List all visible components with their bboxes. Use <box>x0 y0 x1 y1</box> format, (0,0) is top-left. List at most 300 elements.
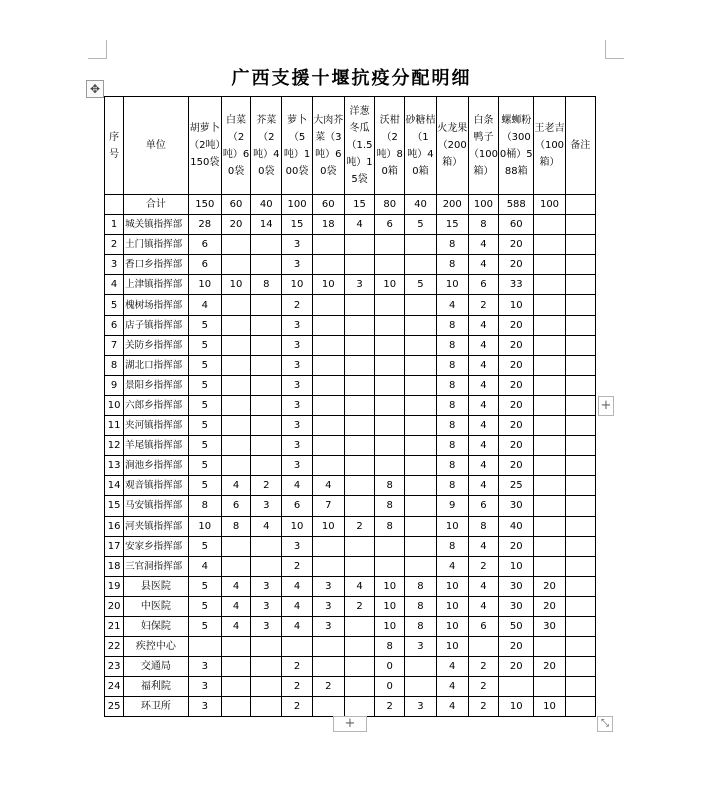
cell-big-mustard <box>312 235 344 255</box>
cell-radish: 3 <box>282 235 312 255</box>
cell-index: 14 <box>105 476 124 496</box>
cell-radish: 3 <box>282 395 312 415</box>
cell-snail-noodle: 20 <box>499 637 534 657</box>
table-row <box>105 355 596 375</box>
cell-cabbage: 4 <box>221 616 250 636</box>
add-row-icon[interactable]: + <box>333 716 367 732</box>
cell-snail-noodle: 20 <box>499 255 534 275</box>
cell-mustard <box>251 657 282 677</box>
cell-cabbage <box>221 657 250 677</box>
cell-orange: 8 <box>375 496 405 516</box>
cell-duck <box>468 637 498 657</box>
cell-carrot: 5 <box>188 315 221 335</box>
cell-remark <box>565 456 595 476</box>
cell-remark <box>565 616 595 636</box>
header-onion-wintermelon: 洋葱冬瓜（1.5吨）15袋 <box>344 97 374 195</box>
total-tangerine: 40 <box>405 195 436 215</box>
cell-pitaya: 4 <box>436 657 468 677</box>
cell-index: 20 <box>105 596 124 616</box>
header-carrot: 胡萝卜（2吨）150袋 <box>188 97 221 195</box>
cell-cabbage: 4 <box>221 576 250 596</box>
cell-mustard <box>251 556 282 576</box>
cell-tangerine: 3 <box>405 697 436 717</box>
cell-tangerine <box>405 496 436 516</box>
header-index: 序号 <box>105 97 124 195</box>
cell-onion-wintermelon: 2 <box>344 516 374 536</box>
cell-radish: 4 <box>282 476 312 496</box>
cell-wanglaoji <box>534 637 565 657</box>
cell-duck: 4 <box>468 596 498 616</box>
cell-carrot: 5 <box>188 476 221 496</box>
cell-onion-wintermelon <box>344 355 374 375</box>
cell-tangerine <box>405 536 436 556</box>
cell-pitaya: 10 <box>436 596 468 616</box>
cell-wanglaoji <box>534 395 565 415</box>
table-row <box>105 395 596 415</box>
cell-snail-noodle: 20 <box>499 375 534 395</box>
cell-mustard <box>251 395 282 415</box>
cell-radish: 2 <box>282 697 312 717</box>
page-corner-mark-right <box>605 40 624 59</box>
cell-radish: 3 <box>282 456 312 476</box>
cell-mustard <box>251 255 282 275</box>
cell-orange <box>375 395 405 415</box>
cell-orange: 0 <box>375 677 405 697</box>
cell-unit: 妇保院 <box>124 616 189 636</box>
cell-orange: 6 <box>375 215 405 235</box>
cell-wanglaoji <box>534 556 565 576</box>
table-row <box>105 295 596 315</box>
cell-snail-noodle: 20 <box>499 315 534 335</box>
cell-wanglaoji: 20 <box>534 596 565 616</box>
table-row <box>105 576 596 596</box>
cell-pitaya: 8 <box>436 315 468 335</box>
cell-radish: 15 <box>282 215 312 235</box>
cell-big-mustard: 18 <box>312 215 344 235</box>
cell-pitaya: 8 <box>436 355 468 375</box>
table-move-icon[interactable]: ✥ <box>86 80 104 98</box>
cell-tangerine: 5 <box>405 275 436 295</box>
cell-duck: 4 <box>468 456 498 476</box>
cell-duck: 4 <box>468 576 498 596</box>
cell-duck: 6 <box>468 496 498 516</box>
cell-duck: 2 <box>468 556 498 576</box>
cell-index: 16 <box>105 516 124 536</box>
cell-cabbage: 10 <box>221 275 250 295</box>
cell-duck: 4 <box>468 355 498 375</box>
cell-duck: 4 <box>468 235 498 255</box>
cell-duck: 4 <box>468 436 498 456</box>
cell-big-mustard: 3 <box>312 576 344 596</box>
cell-snail-noodle: 50 <box>499 616 534 636</box>
cell-remark <box>565 355 595 375</box>
cell-index: 18 <box>105 556 124 576</box>
cell-unit: 六郎乡指挥部 <box>124 395 189 415</box>
cell-carrot: 3 <box>188 657 221 677</box>
cell-unit: 湖北口指挥部 <box>124 355 189 375</box>
cell-unit: 涧池乡指挥部 <box>124 456 189 476</box>
cell-duck: 8 <box>468 516 498 536</box>
cell-unit: 环卫所 <box>124 697 189 717</box>
cell-wanglaoji <box>534 436 565 456</box>
cell-remark <box>565 596 595 616</box>
cell-cabbage: 8 <box>221 516 250 536</box>
cell-duck: 2 <box>468 657 498 677</box>
total-onion-wintermelon: 15 <box>344 195 374 215</box>
cell-unit: 城关镇指挥部 <box>124 215 189 235</box>
cell-cabbage <box>221 637 250 657</box>
cell-remark <box>565 395 595 415</box>
cell-tangerine <box>405 416 436 436</box>
allocation-table <box>104 96 596 717</box>
cell-remark <box>565 657 595 677</box>
cell-snail-noodle: 40 <box>499 516 534 536</box>
cell-orange <box>375 375 405 395</box>
add-column-icon[interactable]: + <box>598 396 614 416</box>
cell-wanglaoji <box>534 496 565 516</box>
cell-tangerine <box>405 677 436 697</box>
table-row <box>105 315 596 335</box>
cell-snail-noodle: 20 <box>499 395 534 415</box>
table-row <box>105 235 596 255</box>
cell-duck: 2 <box>468 677 498 697</box>
cell-cabbage <box>221 677 250 697</box>
cell-radish: 4 <box>282 616 312 636</box>
cell-mustard <box>251 416 282 436</box>
cell-radish: 10 <box>282 516 312 536</box>
cell-big-mustard <box>312 416 344 436</box>
cell-onion-wintermelon <box>344 456 374 476</box>
table-row <box>105 496 596 516</box>
cell-carrot <box>188 637 221 657</box>
cell-pitaya: 10 <box>436 637 468 657</box>
cell-index: 8 <box>105 355 124 375</box>
cell-orange <box>375 235 405 255</box>
cell-wanglaoji <box>534 335 565 355</box>
cell-pitaya: 15 <box>436 215 468 235</box>
cell-duck: 4 <box>468 416 498 436</box>
cell-orange <box>375 315 405 335</box>
cell-snail-noodle: 20 <box>499 235 534 255</box>
cell-unit: 景阳乡指挥部 <box>124 375 189 395</box>
cell-unit: 福利院 <box>124 677 189 697</box>
cell-radish: 3 <box>282 375 312 395</box>
cell-tangerine <box>405 476 436 496</box>
cell-big-mustard <box>312 335 344 355</box>
header-duck: 白条鸭子（100箱） <box>468 97 498 195</box>
cell-big-mustard <box>312 355 344 375</box>
table-row <box>105 616 596 636</box>
header-snail-noodle: 螺蛳粉（3000桶）588箱 <box>499 97 534 195</box>
total-snail-noodle: 588 <box>499 195 534 215</box>
table-row <box>105 456 596 476</box>
cell-tangerine <box>405 657 436 677</box>
cell-remark <box>565 235 595 255</box>
header-mustard: 芥菜（2吨）40袋 <box>251 97 282 195</box>
cell-index: 21 <box>105 616 124 636</box>
cell-tangerine <box>405 335 436 355</box>
document-title: 广西支援十堰抗疫分配明细 <box>231 68 472 89</box>
cell-mustard: 8 <box>251 275 282 295</box>
cell-mustard <box>251 355 282 375</box>
cell-mustard <box>251 536 282 556</box>
cell-carrot: 5 <box>188 355 221 375</box>
cell-pitaya: 10 <box>436 616 468 636</box>
cell-cabbage <box>221 235 250 255</box>
cell-pitaya: 10 <box>436 275 468 295</box>
cell-tangerine <box>405 315 436 335</box>
cell-remark <box>565 677 595 697</box>
cell-index: 2 <box>105 235 124 255</box>
cell-carrot: 6 <box>188 235 221 255</box>
cell-big-mustard <box>312 295 344 315</box>
cell-index: 10 <box>105 395 124 415</box>
cell-duck: 6 <box>468 275 498 295</box>
cell-snail-noodle: 10 <box>499 556 534 576</box>
cell-radish: 2 <box>282 677 312 697</box>
cell-cabbage: 4 <box>221 596 250 616</box>
cell-mustard: 3 <box>251 596 282 616</box>
table-row <box>105 335 596 355</box>
cell-index: 25 <box>105 697 124 717</box>
cell-carrot: 5 <box>188 576 221 596</box>
cell-orange: 10 <box>375 275 405 295</box>
cell-pitaya: 8 <box>436 476 468 496</box>
cell-carrot: 5 <box>188 375 221 395</box>
cell-orange <box>375 255 405 275</box>
table-row <box>105 215 596 235</box>
cell-onion-wintermelon <box>344 476 374 496</box>
cell-cabbage <box>221 416 250 436</box>
cell-snail-noodle: 20 <box>499 416 534 436</box>
cell-duck: 2 <box>468 295 498 315</box>
cell-orange: 0 <box>375 657 405 677</box>
total-remark <box>565 195 595 215</box>
cell-orange <box>375 295 405 315</box>
header-remark: 备注 <box>565 97 595 195</box>
cell-big-mustard: 4 <box>312 476 344 496</box>
cell-duck: 4 <box>468 476 498 496</box>
cell-index: 17 <box>105 536 124 556</box>
cell-remark <box>565 275 595 295</box>
total-wanglaoji: 100 <box>534 195 565 215</box>
cell-big-mustard <box>312 556 344 576</box>
cell-wanglaoji <box>534 275 565 295</box>
total-carrot: 150 <box>188 195 221 215</box>
table-row <box>105 275 596 295</box>
cell-remark <box>565 215 595 235</box>
cell-onion-wintermelon <box>344 556 374 576</box>
cell-tangerine <box>405 295 436 315</box>
cell-remark <box>565 416 595 436</box>
cell-remark <box>565 255 595 275</box>
cell-pitaya: 8 <box>436 235 468 255</box>
cell-remark <box>565 375 595 395</box>
cell-unit: 香口乡指挥部 <box>124 255 189 275</box>
cell-unit: 土门镇指挥部 <box>124 235 189 255</box>
cell-carrot: 10 <box>188 516 221 536</box>
cell-onion-wintermelon <box>344 416 374 436</box>
cell-wanglaoji <box>534 516 565 536</box>
cell-unit: 县医院 <box>124 576 189 596</box>
cell-remark <box>565 335 595 355</box>
cell-radish: 3 <box>282 255 312 275</box>
cell-big-mustard: 3 <box>312 596 344 616</box>
cell-onion-wintermelon: 3 <box>344 275 374 295</box>
cell-pitaya: 10 <box>436 516 468 536</box>
cell-radish: 3 <box>282 335 312 355</box>
cell-remark <box>565 516 595 536</box>
cell-radish: 4 <box>282 596 312 616</box>
cell-mustard <box>251 436 282 456</box>
cell-carrot: 8 <box>188 496 221 516</box>
cell-index: 23 <box>105 657 124 677</box>
cell-carrot: 4 <box>188 556 221 576</box>
cell-big-mustard <box>312 637 344 657</box>
cell-remark <box>565 697 595 717</box>
cell-onion-wintermelon <box>344 536 374 556</box>
cell-cabbage: 4 <box>221 476 250 496</box>
cell-snail-noodle: 30 <box>499 576 534 596</box>
total-orange: 80 <box>375 195 405 215</box>
cell-wanglaoji <box>534 536 565 556</box>
cell-mustard <box>251 697 282 717</box>
cell-tangerine <box>405 395 436 415</box>
cell-mustard: 4 <box>251 516 282 536</box>
cell-pitaya: 8 <box>436 456 468 476</box>
cell-mustard <box>251 637 282 657</box>
cell-duck: 4 <box>468 255 498 275</box>
cell-onion-wintermelon <box>344 697 374 717</box>
cell-big-mustard: 2 <box>312 677 344 697</box>
table-row <box>105 416 596 436</box>
cell-carrot: 5 <box>188 616 221 636</box>
cell-mustard: 3 <box>251 616 282 636</box>
cell-tangerine: 3 <box>405 637 436 657</box>
header-unit: 单位 <box>124 97 189 195</box>
cell-mustard <box>251 335 282 355</box>
table-row <box>105 677 596 697</box>
cell-pitaya: 8 <box>436 375 468 395</box>
table-row <box>105 255 596 275</box>
cell-big-mustard <box>312 436 344 456</box>
cell-snail-noodle: 20 <box>499 335 534 355</box>
cell-pitaya: 9 <box>436 496 468 516</box>
cell-wanglaoji <box>534 375 565 395</box>
cell-radish: 3 <box>282 315 312 335</box>
cell-unit: 夹河镇指挥部 <box>124 416 189 436</box>
cell-cabbage <box>221 355 250 375</box>
table-row <box>105 657 596 677</box>
cell-index: 15 <box>105 496 124 516</box>
cell-onion-wintermelon <box>344 255 374 275</box>
cell-mustard <box>251 295 282 315</box>
cell-tangerine <box>405 375 436 395</box>
cell-orange <box>375 536 405 556</box>
cell-unit: 上津镇指挥部 <box>124 275 189 295</box>
cell-pitaya: 4 <box>436 295 468 315</box>
cell-snail-noodle: 60 <box>499 215 534 235</box>
header-orange: 沃柑（2吨）80箱 <box>375 97 405 195</box>
cell-unit: 槐树场指挥部 <box>124 295 189 315</box>
cell-remark <box>565 536 595 556</box>
cell-index: 9 <box>105 375 124 395</box>
cell-index: 5 <box>105 295 124 315</box>
cell-radish: 10 <box>282 275 312 295</box>
cell-duck: 4 <box>468 315 498 335</box>
cell-carrot: 10 <box>188 275 221 295</box>
cell-orange <box>375 355 405 375</box>
cell-carrot: 3 <box>188 677 221 697</box>
cell-radish: 6 <box>282 496 312 516</box>
cell-snail-noodle: 10 <box>499 295 534 315</box>
cell-index: 19 <box>105 576 124 596</box>
cell-wanglaoji <box>534 416 565 436</box>
table-resize-icon[interactable]: ⤡ <box>597 716 613 732</box>
cell-big-mustard: 3 <box>312 616 344 636</box>
cell-unit: 店子镇指挥部 <box>124 315 189 335</box>
total-mustard: 40 <box>251 195 282 215</box>
cell-onion-wintermelon <box>344 436 374 456</box>
cell-index: 13 <box>105 456 124 476</box>
cell-pitaya: 8 <box>436 536 468 556</box>
cell-snail-noodle: 10 <box>499 697 534 717</box>
cell-carrot: 5 <box>188 416 221 436</box>
cell-radish: 3 <box>282 416 312 436</box>
cell-pitaya: 10 <box>436 576 468 596</box>
cell-orange <box>375 416 405 436</box>
cell-duck: 4 <box>468 335 498 355</box>
cell-duck: 8 <box>468 215 498 235</box>
cell-radish <box>282 637 312 657</box>
cell-cabbage <box>221 536 250 556</box>
cell-pitaya: 8 <box>436 436 468 456</box>
cell-big-mustard <box>312 375 344 395</box>
header-wanglaoji: 王老吉（100箱） <box>534 97 565 195</box>
total-row <box>105 195 596 215</box>
cell-onion-wintermelon <box>344 496 374 516</box>
cell-radish: 3 <box>282 436 312 456</box>
cell-cabbage <box>221 315 250 335</box>
cell-wanglaoji <box>534 295 565 315</box>
cell-orange: 10 <box>375 596 405 616</box>
cell-carrot: 3 <box>188 697 221 717</box>
cell-index: 11 <box>105 416 124 436</box>
table-row <box>105 375 596 395</box>
cell-orange: 8 <box>375 516 405 536</box>
cell-remark <box>565 556 595 576</box>
cell-wanglaoji: 20 <box>534 576 565 596</box>
cell-orange: 8 <box>375 637 405 657</box>
cell-duck: 4 <box>468 375 498 395</box>
total-unit: 合计 <box>124 195 189 215</box>
cell-wanglaoji <box>534 235 565 255</box>
cell-cabbage <box>221 255 250 275</box>
cell-mustard: 3 <box>251 496 282 516</box>
cell-duck: 4 <box>468 395 498 415</box>
cell-unit: 关防乡指挥部 <box>124 335 189 355</box>
cell-snail-noodle: 20 <box>499 536 534 556</box>
cell-onion-wintermelon <box>344 395 374 415</box>
cell-unit: 观音镇指挥部 <box>124 476 189 496</box>
cell-orange: 10 <box>375 616 405 636</box>
cell-carrot: 5 <box>188 436 221 456</box>
cell-unit: 马安镇指挥部 <box>124 496 189 516</box>
cell-wanglaoji: 30 <box>534 616 565 636</box>
cell-big-mustard <box>312 315 344 335</box>
cell-onion-wintermelon <box>344 375 374 395</box>
cell-orange: 2 <box>375 697 405 717</box>
